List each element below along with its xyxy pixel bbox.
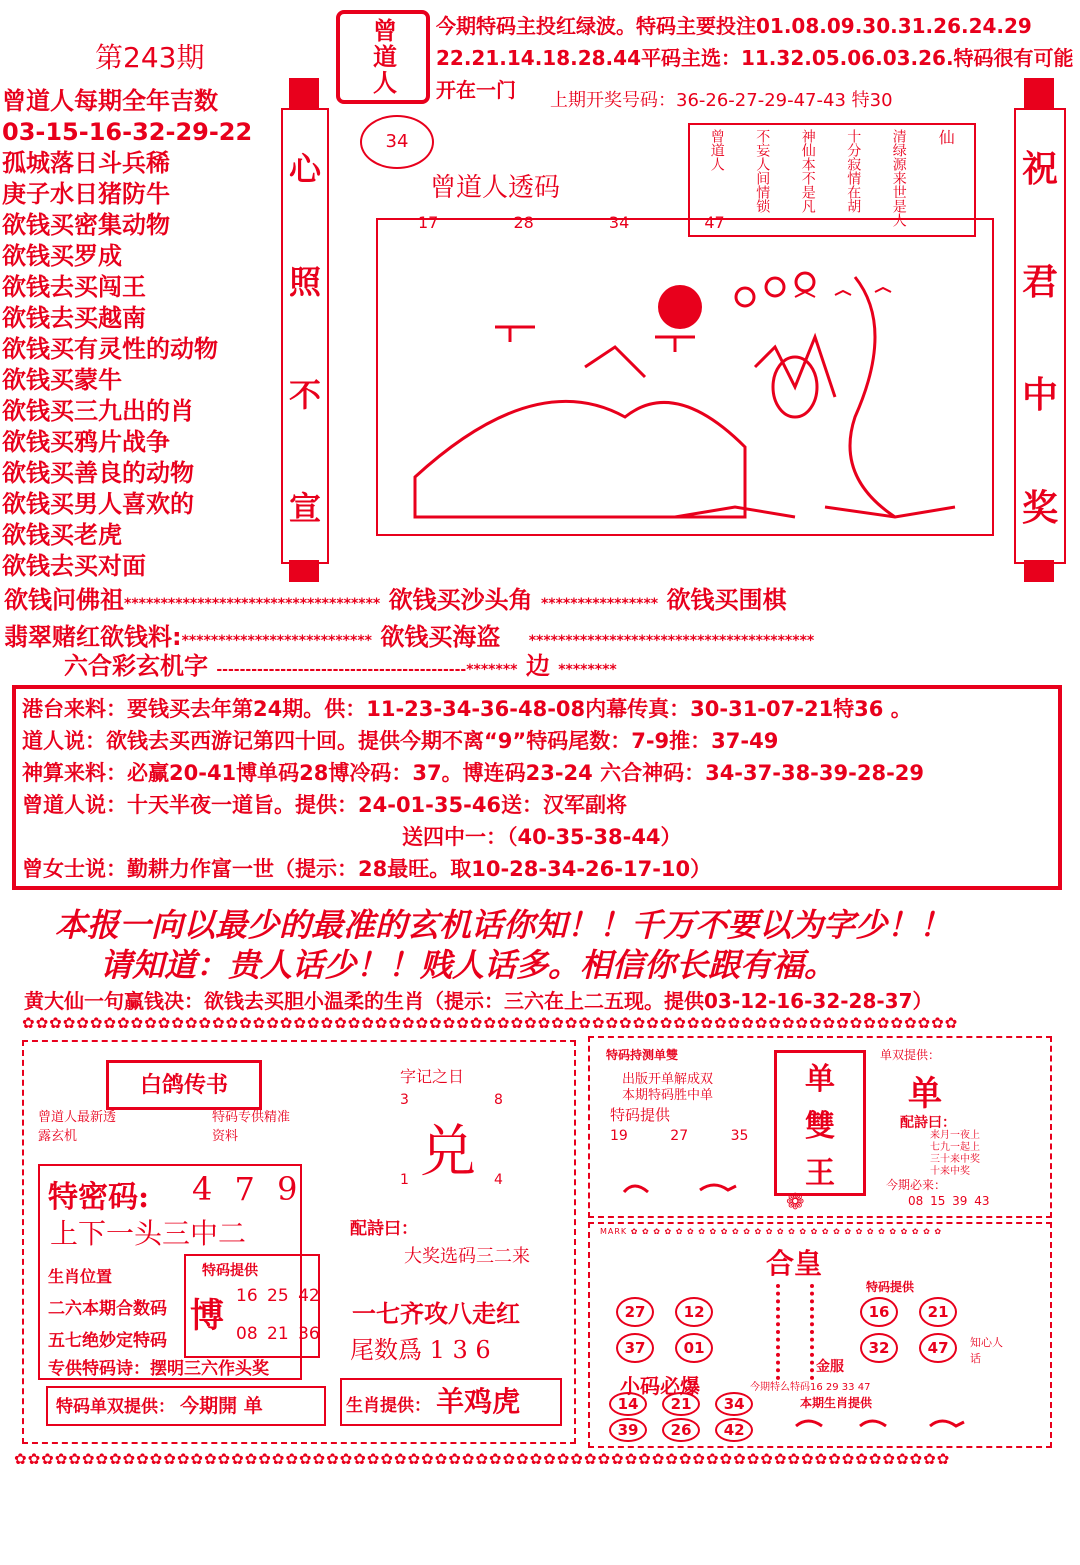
sd-right-char: 单 [908, 1074, 942, 1114]
number-circle: 47 [919, 1333, 957, 1363]
hh-note: 今期特么特码16 29 33 47 [750, 1382, 871, 1393]
sd-number: 19 [610, 1128, 628, 1144]
sd-poem-line: 三十来中奖 [930, 1154, 980, 1165]
corner-number: 3 [400, 1092, 409, 1108]
info-row: 曾女士说：勤耕力作富一世（提示：28最旺。取10-28-34-26-17-10） [22, 857, 712, 881]
list-item: 欲钱买男人喜欢的 [2, 490, 194, 518]
bottom-right-top-block [588, 1036, 1052, 1218]
list-item: 欲钱买老虎 [2, 521, 122, 549]
seal-logo [336, 10, 430, 104]
provide-numbers: 08 21 36 [236, 1324, 320, 1344]
poem-line: 十分寂情在胡 [845, 129, 862, 213]
sd-right-title: 单双提供： [880, 1048, 941, 1062]
list-item: 孤城落日斗兵稀 [2, 149, 170, 177]
list-item: 欲钱去买闯王 [2, 273, 146, 301]
star-border-bottom: ✿✿✿✿✿✿✿✿✿✿✿✿✿✿✿✿✿✿✿✿✿✿✿✿✿✿✿✿✿✿✿✿✿✿✿✿✿✿✿✿✿✿✿✿✿✿✿✿✿✿✿✿✿✿✿✿✿✿✿✿✿✿✿✿✿✿✿✿✿ [14, 1450, 951, 1468]
tip-line: 黄大仙一句赢钱决：欲钱去买胆小温柔的生肖（提示：三六在上二五现。提供03-12-16-32-28-37） [24, 989, 933, 1013]
sd-today-numbers: 08 15 39 43 [908, 1194, 990, 1208]
slogan-line-2: 请知道：贵人话少！！贱人话多。相信你长跟有福。 [100, 946, 837, 984]
pigeon-note-left: 曾道人最新透露玄机 [38, 1110, 117, 1144]
king-char: 雙 [805, 1108, 835, 1144]
art-badge [360, 115, 434, 169]
zodiac-value: 羊鸡虎 [436, 1385, 521, 1418]
number-circle: 42 [715, 1418, 753, 1442]
sd-today-label: 今期必来： [886, 1178, 947, 1192]
special-provide-label: 特码提供 [202, 1263, 258, 1279]
verse-text: 一七齐攻八走红 [352, 1300, 520, 1328]
sd-line: 出版开单解成双 [622, 1072, 714, 1087]
number-circle: 37 [616, 1333, 654, 1363]
scroll-char: 照 [288, 262, 321, 301]
header-line-3: 开在一门 [436, 78, 516, 102]
poem-text: 大奖选码三二来 [404, 1246, 530, 1267]
animal-icon [790, 1412, 1010, 1434]
single-double-label: 特码单双提供： [56, 1397, 175, 1417]
pigeon-title: 白鸽传书 [139, 1072, 228, 1098]
scroll-char: 不 [288, 375, 321, 414]
number-circle: 26 [662, 1418, 700, 1442]
info-row: 神算来料：必赢20-41博单码28博冷码：37。博连码23-24 六合神码：34-37-38-39-28-29 [22, 761, 925, 785]
poem-line: 神仙本不是凡 [799, 129, 816, 213]
list-item: 欲钱买密集动物 [2, 211, 170, 239]
trigram-top-label: 字记之日 [400, 1067, 465, 1086]
issue-number: 第243期 [95, 41, 205, 74]
hh-zodiac: 本期生肖提供 [800, 1396, 873, 1410]
scroll-char: 宣 [288, 488, 321, 527]
star-line-text: 六合彩玄机字 [64, 652, 208, 680]
slogan-line-1: 本报一向以最少的最准的玄机话你知！！千万不要以为字少！！ [55, 906, 952, 944]
sd-numbers [610, 1128, 748, 1144]
single-double-value: 今期開 单 [180, 1395, 263, 1417]
single-double-box [46, 1386, 326, 1426]
king-char: 王 [805, 1155, 835, 1191]
right-scroll [1014, 108, 1066, 564]
sd-number: 27 [670, 1128, 689, 1144]
left-scroll [281, 108, 329, 564]
poem-label: 配詩曰： [350, 1219, 418, 1239]
list-item: 庚子水日猪防牛 [2, 180, 170, 208]
star-border-top: ✿✿✿✿✿✿✿✿✿✿✿✿✿✿✿✿✿✿✿✿✿✿✿✿✿✿✿✿✿✿✿✿✿✿✿✿✿✿✿✿✿✿✿✿✿✿✿✿✿✿✿✿✿✿✿✿✿✿✿✿✿✿✿✿✿✿✿✿✿ [22, 1014, 959, 1032]
special-code-numbers: 4 7 9 [192, 1170, 304, 1208]
center-art-panel [330, 105, 1002, 545]
number-circle: 14 [609, 1392, 647, 1416]
header-line-1: 今期特码主投红绿波。特码主要投注01.08.09.30.31.26.24.29 [436, 14, 1032, 38]
list-item: 欲钱买蒙牛 [2, 366, 122, 394]
list-item: 欲钱去买越南 [2, 304, 146, 332]
list-item: 欲钱买罗成 [2, 242, 122, 270]
number-circle: 16 [860, 1297, 898, 1327]
info-box [12, 685, 1062, 890]
star-line-text: 翡翠赌红欲钱料: [4, 623, 182, 651]
header-line-2: 22.21.14.18.28.44平码主选：11.32.05.06.03.26.特码很有可能 [436, 46, 1074, 70]
star-line-text: 欲钱买沙头角 [388, 586, 533, 614]
art-number: 28 [513, 213, 534, 232]
info-row: 港台来料：要钱买去年第24期。供：11-23-34-36-48-08内幕传真：30-31-07-21特36 。 [22, 697, 912, 721]
list-item: 欲钱买鸦片战争 [2, 428, 170, 456]
art-number: 34 [608, 213, 630, 232]
star-line-text: 欲钱买围棋 [666, 586, 787, 614]
pigeon-note-right: 特码专供精准资料 [212, 1110, 291, 1144]
list-item: 欲钱买三九出的肖 [2, 397, 194, 425]
star-line-text: 边 [525, 652, 550, 680]
corner-number: 8 [494, 1092, 503, 1108]
scroll-char: 君 [1021, 261, 1058, 303]
sd-provide: 特码提供 [610, 1106, 671, 1124]
zodiac-line: 五七绝妙定特码 [48, 1331, 167, 1351]
art-title: 曾道人透码 [430, 173, 561, 203]
bottom-right-bottom-block [588, 1222, 1052, 1448]
mark-label: MARK [600, 1227, 628, 1236]
provide-numbers: 16 25 42 [236, 1286, 320, 1306]
sd-line: 本期特码胜中单 [622, 1088, 714, 1103]
hh-gold: 金服 [816, 1359, 844, 1375]
zodiac-line: 二六本期合数码 [48, 1299, 167, 1319]
poem-line: 清绿源来世是人 [890, 129, 907, 227]
scroll-char: 奖 [1021, 487, 1058, 529]
king-box [774, 1050, 866, 1196]
left-scroll-rod-top [289, 78, 319, 108]
sd-poem-lines [930, 1130, 980, 1178]
tail-numbers: 尾数爲 1 3 6 [350, 1336, 491, 1364]
pigeon-box [106, 1060, 262, 1110]
info-row: 道人说：欲钱去买西游记第四十回。提供今期不离“9”特码尾数：7-9推：37-49 [22, 729, 779, 753]
special-code-label: 特密码: [48, 1180, 150, 1215]
small-burst-label: 小码必爆 [620, 1374, 700, 1398]
bo-char: 博 [190, 1296, 224, 1336]
animal-icon [620, 1176, 750, 1200]
list-item: 欲钱去买对面 [2, 552, 146, 580]
king-char: 单 [805, 1062, 835, 1098]
special-poem: 专供特码诗：摆明三六作头奖 [48, 1359, 269, 1379]
zodiac-label: 生肖提供： [346, 1396, 431, 1416]
poem-line: 仙 [936, 129, 956, 145]
star-line-text: 欲钱问佛祖 [4, 586, 124, 614]
scroll-char: 祝 [1021, 148, 1058, 190]
number-circle: 34 [715, 1392, 753, 1416]
right-scroll-rod-bottom [1024, 560, 1054, 582]
sd-poem-line: 来月一夜上 [930, 1130, 980, 1141]
number-circle: 27 [616, 1297, 654, 1327]
hh-bottom-circles [604, 1392, 764, 1444]
landscape-illustration [375, 217, 995, 537]
hh-provide: 特码提供 [866, 1280, 915, 1294]
corner-number: 1 [400, 1172, 409, 1188]
art-number: 17 [418, 213, 439, 232]
sd-poem-label: 配詩曰： [900, 1115, 956, 1131]
special-code-hint: 上下一头三中二 [50, 1217, 247, 1250]
sd-poem-line: 七九一起上 [930, 1142, 980, 1153]
lucky-numbers: 03-15-16-32-29-22 [2, 118, 253, 146]
number-circle: 21 [662, 1392, 700, 1416]
bottom-left-block [22, 1040, 576, 1444]
star-line-1: 欲钱问佛祖*********************************** 欲钱买沙头角 **************** 欲钱买围棋 [4, 586, 787, 614]
art-number: 47 [704, 213, 725, 232]
poem-line: 不妄人间情锁 [754, 129, 771, 213]
flower-ornament: ❁ [786, 1190, 805, 1215]
poem-signature: 曾道人 [708, 129, 725, 171]
scroll-char: 心 [288, 149, 321, 188]
lucky-title: 曾道人每期全年吉数 [2, 87, 218, 115]
art-badge-number: 34 [385, 131, 409, 152]
hh-side-note: 知心人话 [970, 1336, 1003, 1365]
number-circle: 01 [675, 1333, 713, 1363]
number-circle: 32 [860, 1333, 898, 1363]
number-circle: 12 [675, 1297, 713, 1327]
star-line-text: 欲钱买海盗 [380, 623, 501, 651]
star-line-3: 六合彩玄机字 -------------------------------------------******* 边 ******** [64, 652, 617, 680]
list-item: 欲钱买有灵性的动物 [2, 335, 218, 363]
seal-text: 曾道人 [368, 18, 398, 96]
left-scroll-rod-bottom [289, 560, 319, 582]
sd-number: 35 [730, 1128, 749, 1144]
mark-strip-top: MARK ✿ ✿ ✿ ✿ ✿ ✿ ✿ ✿ ✿ ✿ ✿ ✿ ✿ ✿ ✿ ✿ ✿ ✿ ✿ ✿ ✿ ✿ ✿ ✿ ✿ ✿ ✿ ✿ [600, 1227, 943, 1236]
hh-dot-column [776, 1284, 814, 1380]
list-item: 欲钱买善良的动物 [2, 459, 194, 487]
corner-number: 4 [494, 1172, 503, 1188]
last-draw: 上期开奖号码：36-26-27-29-47-43 特30 [550, 90, 893, 111]
zodiac-provide-box [340, 1378, 562, 1426]
right-scroll-rod-top [1024, 78, 1054, 108]
info-row: 曾道人说：十天半夜一道旨。提供：24-01-35-46送：汉军副将 [22, 793, 628, 817]
number-circle: 39 [609, 1418, 647, 1442]
sd-poem-line: 十来中奖 [930, 1166, 970, 1177]
trigram-char: 兑 [420, 1120, 476, 1185]
info-row: 送四中一：（40-35-38-44） [402, 825, 682, 849]
he-huang-title: 合皇 [766, 1247, 823, 1280]
hh-left-circles [608, 1294, 758, 1366]
star-line-2: 翡翠赌红欲钱料:************************** 欲钱买海盗 *************************************** [4, 623, 815, 651]
scroll-char: 中 [1021, 374, 1058, 416]
zodiac-position-label: 生肖位置 [48, 1267, 113, 1286]
trigram-panel [324, 1054, 564, 1434]
left-list [2, 86, 272, 582]
number-circle: 21 [919, 1297, 957, 1327]
sd-title: 特码持测单雙 [606, 1048, 679, 1062]
